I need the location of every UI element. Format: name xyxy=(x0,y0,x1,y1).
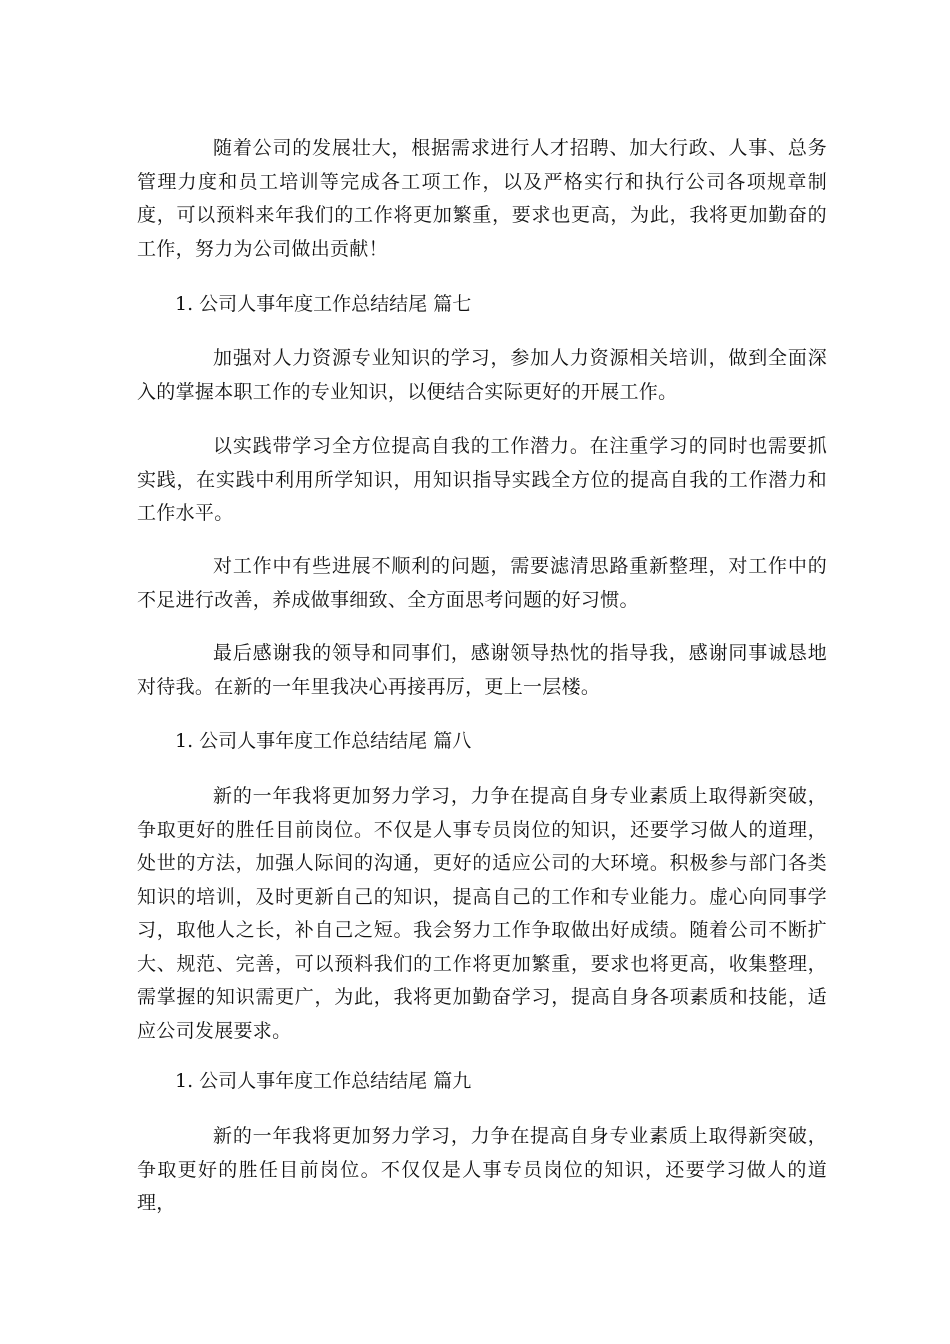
paragraph-new-year-2: 新的一年我将更加努力学习，力争在提高自身专业素质上取得新突破，争取更好的胜任目前岗位。不仅仅是人事专员岗位的知识，还要学习做人的道理， xyxy=(137,1125,827,1214)
section-heading-7: 1. 公司人事年度工作总结结尾 篇七 xyxy=(175,293,472,315)
paragraph-new-year: 新的一年我将更加努力学习，力争在提高自身专业素质上取得新突破，争取更好的胜任目前岗位。不仅是人事专员岗位的知识，还要学习做人的道理，处世的方法，加强人际间的沟通，更好的适应公司的大环境。积极参与部门各类知识的培训，及时更新自己的知识，提高自己的工作和专业能力。虚心向同事学习，取他人之长，补自己之短。我会努力工作争取做出好成绩。随着公司不断扩大、规范、完善，可以预料我们的工作将更加繁重，要求也将更高，收集整理，需掌握的知识需更广，为此，我将更加勤奋学习，提高自身各项素质和技能，适应公司发展要求。 xyxy=(137,785,827,1042)
paragraph-improve: 对工作中有些进展不顺利的问题，需要滤清思路重新整理，对工作中的不足进行改善，养成做事细致、全方面思考问题的好习惯。 xyxy=(137,555,827,611)
paragraph-practice: 以实践带学习全方位提高自我的工作潜力。在注重学习的同时也需要抓实践，在实践中利用所学知识，用知识指导实践全方位的提高自我的工作潜力和工作水平。 xyxy=(137,435,827,524)
section-heading-9: 1. 公司人事年度工作总结结尾 篇九 xyxy=(175,1070,472,1092)
paragraph-thanks: 最后感谢我的领导和同事们，感谢领导热忱的指导我，感谢同事诚恳地对待我。在新的一年里我决心再接再厉，更上一层楼。 xyxy=(137,642,827,698)
paragraph-intro: 随着公司的发展壮大，根据需求进行人才招聘、加大行政、人事、总务管理力度和员工培训等完成各工项工作，以及严格实行和执行公司各项规章制度，可以预料来年我们的工作将更加繁重，要求也更高，为此，我将更加勤奋的工作，努力为公司做出贡献！ xyxy=(137,137,827,260)
paragraph-study: 加强对人力资源专业知识的学习，参加人力资源相关培训，做到全面深入的掌握本职工作的专业知识，以便结合实际更好的开展工作。 xyxy=(137,347,827,403)
section-heading-8: 1. 公司人事年度工作总结结尾 篇八 xyxy=(175,730,472,752)
